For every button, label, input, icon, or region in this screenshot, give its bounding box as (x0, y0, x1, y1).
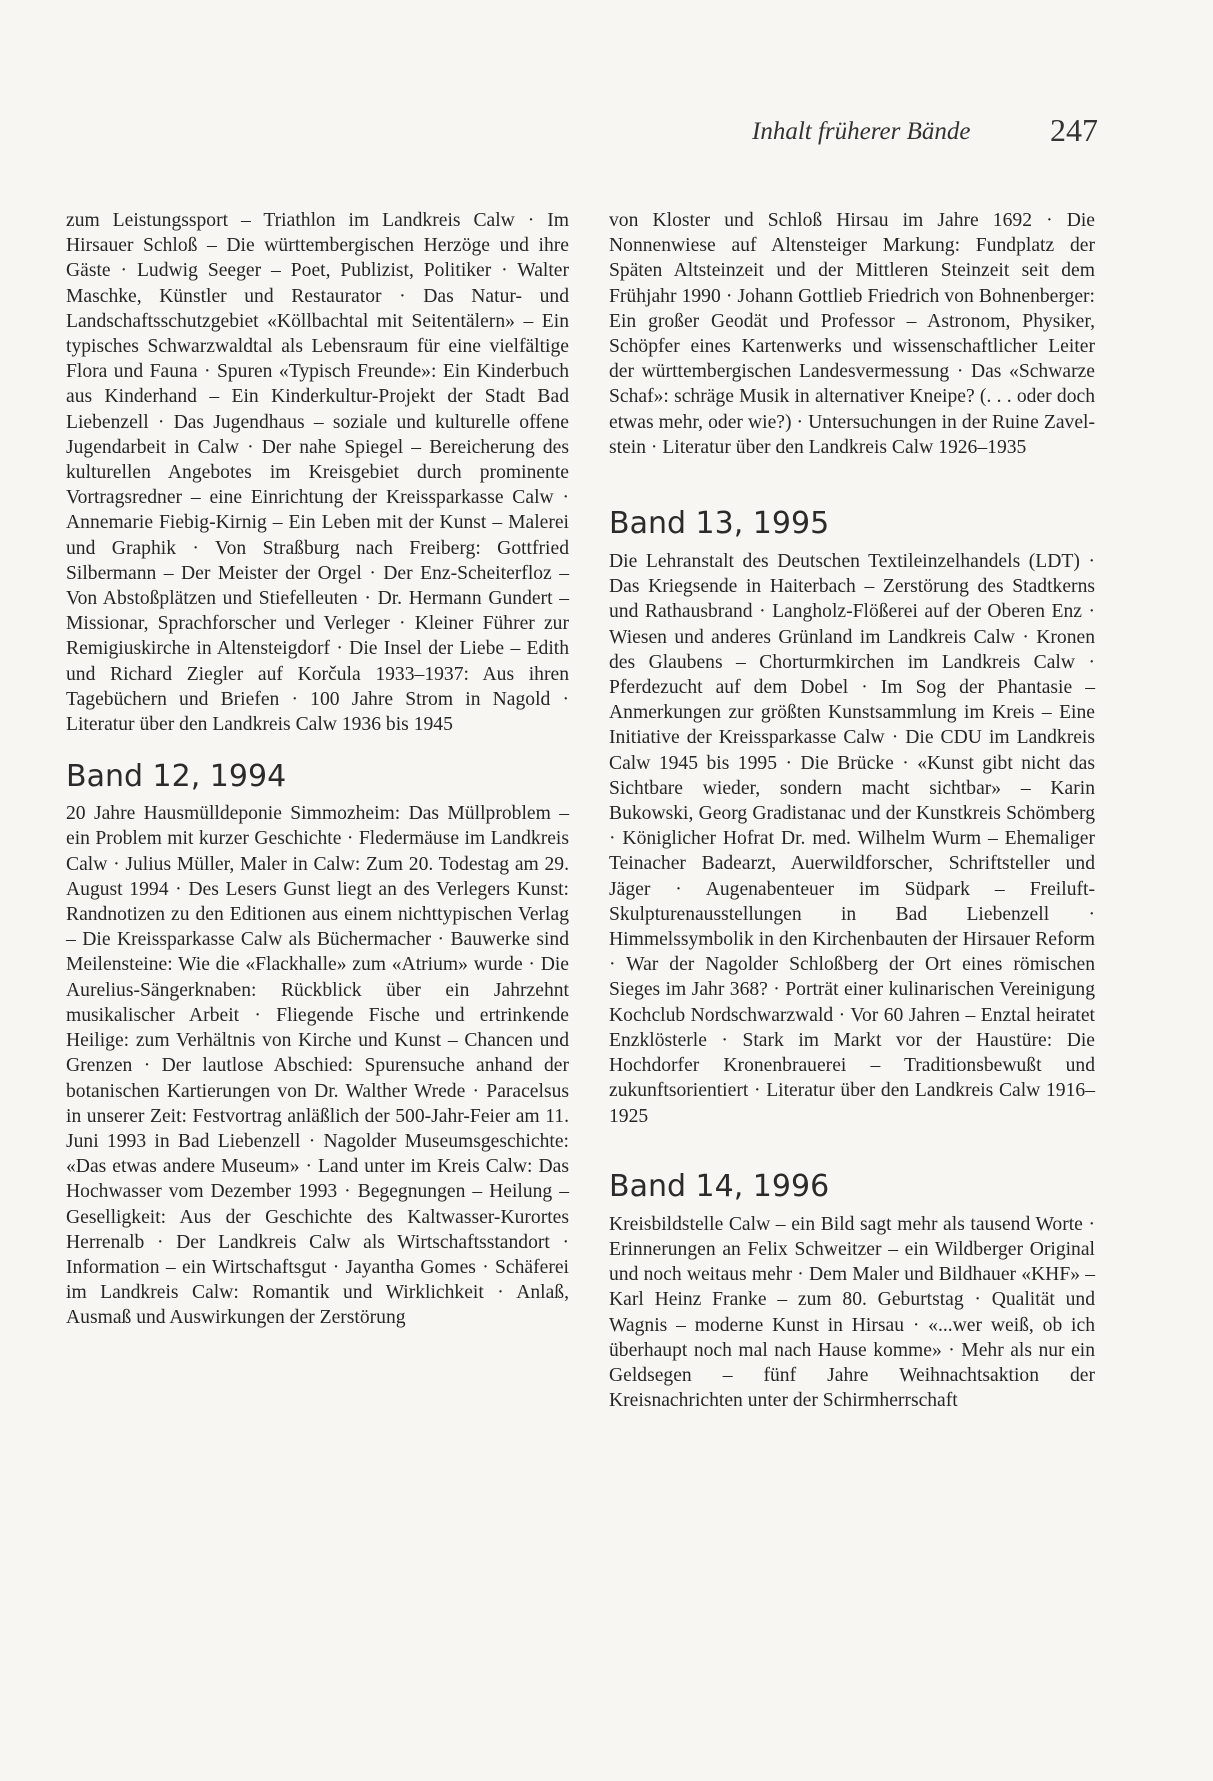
band-14-heading: Band 14, 1996 (609, 1168, 830, 1204)
band-13-heading: Band 13, 1995 (609, 506, 830, 542)
band-13-contents: Die Lehranstalt des Deutschen Textileinzelhandels (LDT) · Das Kriegsende in Haiterbach – Zerstörung des Stadtkerns und Rathausbrand · Langholz-Flößerei auf der Oberen Enz · Wiesen und anderes Grünland im Landkreis Calw · Kronen des Glaubens – Chorturmkirchen im Landkreis Calw · Pferdezucht auf dem Dobel · Im Sog der Phantasie – Anmerkungen zur größten Kunstsammlung im Kreis – Eine Initiative der Kreissparkasse Calw · Die CDU im Landkreis Calw 1945 bis 1995 · Die Brücke · «Kunst gibt nicht das Sichtbare wieder, sondern macht sichtbar» – Karin Bukowski, Georg Gradistanac und der Kunstkreis Schömberg · Königlicher Hofrat Dr. med. Wilhelm Wurm – Ehemaliger Teinacher Badearzt, Auerwildforscher, Schriftsteller und Jäger · Augenabenteuer im Südpark – Freiluft-Skulpturenausstellungen in Bad Liebenzell · Himmelssymbolik in den Kirchenbauten der Hirsauer Reform · War der Nagolder Schloßberg der Ort eines römischen Sieges im Jahr 368? · Porträt einer kulinarischen Vereinigung Kochclub Nordschwarzwald · Vor 60 Jahren – Enztal heiratet Enzklösterle · Stark im Markt vor der Haustüre: Die Hochdorfer Kronenbrauerei – Traditionsbewußt und zukunftsorientiert · Literatur über den Landkreis Calw 1916–1925 (609, 551, 1095, 1127)
band-12-contents: 20 Jahre Hausmülldeponie Simmozheim: Das Müllproblem – ein Problem mit kurzer Geschichte · Fledermäuse im Landkreis Calw · Julius Müller, Maler in Calw: Zum 20. Todestag am 29. August 1994 · Des Lesers Gunst liegt an des Verlegers Kunst: Randnotizen zu den Editionen aus einem nichttypischen Verlag – Die Kreissparkasse Calw als Büchermacher · Bauwerke sind Meilensteine: Wie die «Flackhalle» zum «Atrium» wurde · Die Aurelius-Sängerknaben: Rückblick über ein Jahrzehnt musikalischer Arbeit · Fliegende Fische und ertrinkende Heilige: zum Verhältnis von Kirche und Kunst – Chancen und Grenzen · Der lautlose Abschied: Spurensuche anhand der botanischen Kartierungen von Dr. Walther Wrede · Paracelsus in unserer Zeit: Festvortrag anläßlich der 500-Jahr-Feier am 11. Juni 1993 in Bad Liebenzell · Nagolder Museumsgeschichte: «Das etwas andere Museum» · Land unter im Kreis Calw: Das Hochwasser vom Dezember 1993 · Begegnungen – Heilung – Geselligkeit: Aus der Geschichte des Kaltwasser-Kurortes Herrenalb · Der Landkreis Calw als Wirtschaftsstandort · Information – ein Wirtschaftsgut · Jayantha Gomes · Schäferei im Landkreis Calw: Romantik und Wirklichkeit · Anlaß, Ausmaß und Auswirkungen der Zerstörung (66, 803, 569, 1329)
right-column (609, 208, 1095, 1413)
band-14-contents: Kreisbildstelle Calw – ein Bild sagt mehr als tausend Worte · Erinnerungen an Felix Schweitzer – ein Wildberger Original und noch weitaus mehr · Dem Maler und Bildhauer «KHF» – Karl Heinz Franke – zum 80. Geburtstag · Qualität und Wagnis – moderne Kunst in Hirsau · «...wer weiß, ob ich überhaupt noch mal nach Hause komme» · Mehr als nur ein Geldsegen – fünf Jahre Weihnachtsaktion der Kreisnachrichten unter der Schirmherrschaft (609, 1213, 1095, 1412)
band-12-heading: Band 12, 1994 (66, 759, 287, 795)
continued-contents-text: von Kloster und Schloß Hirsau im Jahre 1692 · Die Nonnenwiese auf Altensteiger Markung: Fundplatz der Späten Altsteinzeit und der Mittleren Steinzeit seit dem Frühjahr 1990 · Johann Gottlieb Friedrich von Bohnenberger: Ein großer Geodät und Professor – Astronom, Physiker, Schöpfer eines Kartenwerks und wissenschaftlicher Leiter der württembergischen Landesvermessung · Das «Schwarze Schaf»: schräge Musik in alternativer Kneipe? (. . . oder doch etwas mehr, oder wie?) · Untersuchungen in der Ruine Zavelstein · Literatur über den Landkreis Calw 1926–1935 (609, 210, 1095, 458)
page-number: 247 (1050, 112, 1098, 148)
running-header-title: Inhalt früherer Bände (752, 118, 971, 145)
left-column (66, 208, 569, 1331)
continued-contents-text: zum Leistungssport – Triathlon im Landkreis Calw · Im Hirsauer Schloß – Die württembergischen Herzöge und ihre Gäste · Ludwig Seeger – Poet, Publizist, Politiker · Walter Maschke, Künstler und Restaurator · Das Natur- und Landschaftsschutzgebiet «Köllbachtal mit Seitentälern» – Ein typisches Schwarzwaldtal als Lebensraum für eine vielfältige Flora und Fauna · Spuren «Typisch Freunde»: Ein Kinderbuch aus Kinderhand – Ein Kinderkultur-Projekt der Stadt Bad Liebenzell · Das Jugendhaus – soziale und kulturelle offene Jugendarbeit in Calw · Der nahe Spiegel – Bereicherung des kulturellen Angebotes im Kreisgebiet durch prominente Vortragsredner – eine Einrichtung der Kreissparkasse Calw · Annemarie Fiebig-Kirnig – Ein Leben mit der Kunst – Malerei und Graphik · Von Straßburg nach Freiberg: Gottfried Silbermann – Der Meister der Orgel · Der Enz-Scheiterfloz – Von Abstoßplätzen und Stiefelleuten · Dr. Hermann Gundert – Missionar, Sprachforscher und Verleger · Kleiner Führer zur Remigiuskirche in Altensteigdorf · Die Insel der Liebe – Edith und Richard Ziegler auf Korčula 1933–1937: Aus ihren Tagebüchern und Briefen · 100 Jahre Strom in Nagold · Literatur über den Landkreis Calw 1936 bis 1945 (66, 210, 569, 736)
